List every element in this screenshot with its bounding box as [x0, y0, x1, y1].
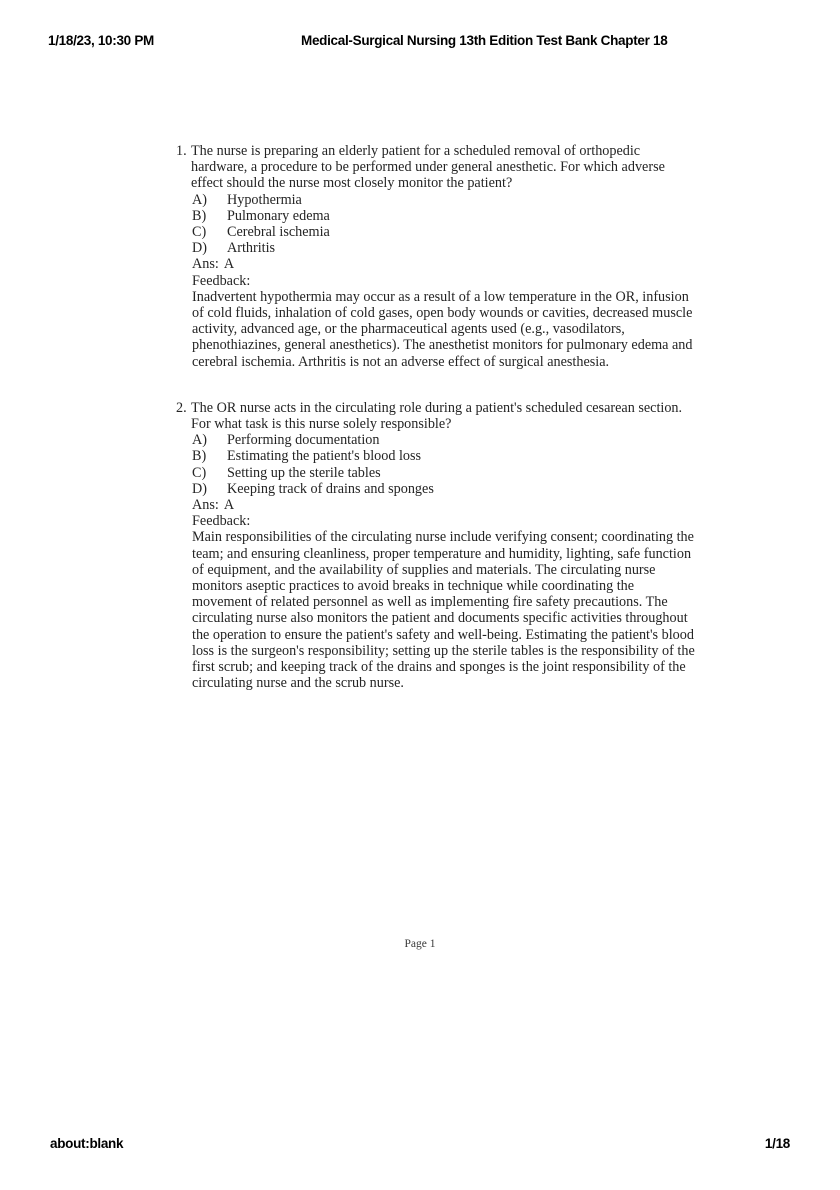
answer-option[interactable] — [192, 208, 696, 224]
option-text: Setting up the sterile tables — [227, 464, 381, 481]
question-number: 1. — [176, 143, 187, 159]
answer-line — [176, 497, 696, 513]
answer-option[interactable] — [192, 432, 696, 448]
print-footer — [0, 1136, 840, 1156]
print-footer-url: about:blank — [50, 1136, 124, 1151]
option-letter: B) — [192, 448, 207, 465]
question-number: 2. — [176, 399, 187, 416]
answer-option[interactable] — [192, 448, 696, 464]
option-letter: A) — [192, 191, 207, 208]
feedback-label: Feedback: — [192, 513, 251, 530]
question-stem-text: The nurse is preparing an elderly patient for a scheduled removal of orthopedic hardware, a procedure to be performed under general anesthetic. For which adverse effect should the nurse most closely monitor the patient? — [191, 143, 665, 192]
option-letter: B) — [192, 207, 207, 224]
answer-option[interactable] — [192, 192, 696, 208]
question-block — [176, 143, 696, 370]
option-text: Pulmonary edema — [227, 207, 330, 224]
option-letter: D) — [192, 480, 207, 497]
option-text: Estimating the patient's blood loss — [227, 448, 422, 465]
option-text: Hypothermia — [227, 191, 302, 208]
answer-options-list — [176, 192, 696, 257]
answer-option[interactable] — [192, 224, 696, 240]
question-stem-text: The OR nurse acts in the circulating role during a patient's scheduled cesarean section. For what task is this nurse solely responsible? — [191, 399, 683, 433]
option-text: Keeping track of drains and sponges — [227, 480, 434, 497]
print-header-title: Medical-Surgical Nursing 13th Edition Test Bank Chapter 18 — [301, 32, 668, 48]
question-block — [176, 400, 696, 692]
answer-key: A — [223, 256, 235, 273]
option-text: Arthritis — [227, 240, 276, 257]
answer-options-list — [176, 432, 696, 497]
answer-option[interactable] — [192, 465, 696, 481]
feedback-text: Main responsibilities of the circulating nurse include verifying consent; coordinating the team; and ensuring cleanliness, proper temperature and humidity, lighting, safe function of equipment, and the availability of supplies and materials. The circulating nurse monitors aseptic practices to avoid breaks in technique while coordinating the movement of related personnel as well as implementing fire safety precautions. The circulating nurse also monitors the patient and documents specific activities throughout the operation to ensure the patient's safety and well-being. Estimating the patient's blood loss is the surgeon's responsibility; setting up the sterile tables is the responsibility of the first scrub; and keeping track of the drains and sponges is the joint responsibility of the circulating nurse and the scrub nurse. — [192, 529, 695, 692]
option-text: Performing documentation — [227, 432, 380, 449]
option-letter: D) — [192, 240, 207, 257]
question-stem — [176, 400, 696, 432]
answer-option[interactable] — [192, 240, 696, 256]
answer-key: A — [223, 497, 235, 514]
answer-prefix: Ans: — [192, 497, 219, 514]
option-letter: C) — [192, 464, 207, 481]
question-stem — [176, 143, 696, 192]
print-header-date: 1/18/23, 10:30 PM — [48, 32, 154, 48]
answer-option[interactable] — [192, 481, 696, 497]
document-page-number: Page 1 — [404, 938, 436, 950]
feedback-label: Feedback: — [192, 272, 251, 289]
option-text: Cerebral ischemia — [227, 224, 330, 241]
print-header — [0, 30, 840, 50]
feedback-text: Inadvertent hypothermia may occur as a result of a low temperature in the OR, infusion of cold fluids, inhalation of cold gases, open body wounds or cavities, decreased muscle activity, advanced age, or the pharmaceutical agents used (e.g., vasodilators, phenothiazines, general anesthetics). The anesthetist monitors for pulmonary edema and cerebral ischemia. Arthritis is not an adverse effect of surgical anesthesia. — [192, 288, 693, 370]
answer-line — [176, 256, 696, 272]
answer-prefix: Ans: — [192, 256, 219, 273]
print-footer-page-indicator: 1/18 — [764, 1136, 790, 1151]
document-content — [176, 143, 696, 692]
option-letter: C) — [192, 224, 207, 241]
option-letter: A) — [192, 432, 207, 449]
